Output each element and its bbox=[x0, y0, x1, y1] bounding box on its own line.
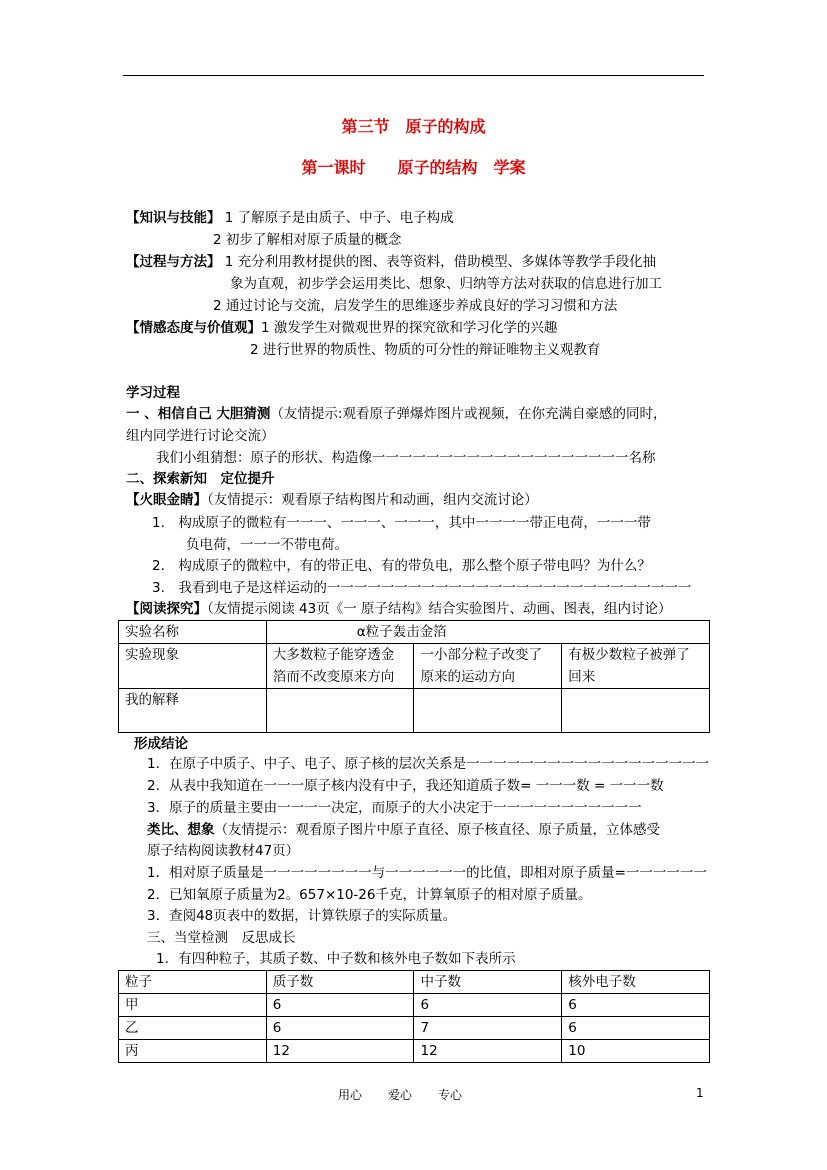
table-cell: 6 bbox=[266, 994, 414, 1017]
read-label: 【阅读探究】 bbox=[126, 601, 207, 617]
process-line-1 bbox=[126, 252, 656, 272]
exp-explanation-cell[interactable] bbox=[266, 689, 414, 733]
table-row bbox=[119, 994, 710, 1017]
table-cell: 12 bbox=[414, 1040, 562, 1063]
exp-phenomenon-1-line-1: 大多数粒子能穿透金 bbox=[272, 647, 395, 663]
conclusion-heading: 形成结论 bbox=[134, 736, 188, 752]
analogy-3: 3．查阅48页表中的数据，计算铁原子的实际质量。 bbox=[147, 908, 457, 924]
analogy-label: 类比、想象 bbox=[147, 822, 215, 838]
particle-table bbox=[118, 970, 710, 1063]
exp-phenomenon-2 bbox=[414, 644, 562, 689]
section-2-label: 二、探索新知 定位提升 bbox=[126, 471, 275, 487]
eye-line bbox=[126, 490, 538, 510]
footer-text-2: 爱心 bbox=[388, 1088, 413, 1102]
exp-name-value: α粒子轰击金箔 bbox=[266, 621, 709, 644]
question-3: 3. 我看到电子是这样运动的一一一一一一一一一一一一一一一一一一一一一一一一一一一 bbox=[152, 580, 692, 596]
process-heading: 学习过程 bbox=[126, 385, 180, 401]
process-item-1: 1 充分利用教材提供的图、表等资料，借助模型、多媒体等教学手段化抽 bbox=[220, 254, 657, 270]
exp-phenomenon-label: 实验现象 bbox=[119, 644, 267, 689]
table-cell: 丙 bbox=[119, 1040, 267, 1063]
exp-phenomenon-3 bbox=[562, 644, 710, 689]
page-subtitle: 第一课时 原子的结构 学案 bbox=[301, 158, 526, 177]
knowledge-line-1 bbox=[126, 208, 454, 228]
table-cell: 10 bbox=[562, 1040, 710, 1063]
exp-phenomenon-2-line-1: 一小部分粒子改变了 bbox=[420, 647, 542, 663]
emotion-label: 【情感态度与价值观】 bbox=[126, 320, 261, 336]
footer-text-3: 专心 bbox=[438, 1088, 463, 1102]
exp-phenomenon-3-line-1: 有极少数粒子被弹了 bbox=[568, 647, 690, 663]
question-2: 2. 构成原子的微粒中，有的带正电、有的带负电，那么整个原子带电吗？为什么？ bbox=[152, 558, 651, 574]
emotion-line-1 bbox=[126, 318, 557, 338]
table-cell: 12 bbox=[266, 1040, 414, 1063]
col-header: 质子数 bbox=[266, 971, 414, 994]
analogy-text-2: 原子结构阅读教材47页） bbox=[147, 843, 300, 859]
table-row bbox=[119, 1017, 710, 1040]
question-1-cont: 负电荷，一一一不带电荷。 bbox=[186, 537, 348, 553]
col-header: 核外电子数 bbox=[562, 971, 710, 994]
exp-explanation-label: 我的解释 bbox=[119, 689, 267, 733]
knowledge-item-2: 2 初步了解相对原子质量的概念 bbox=[213, 232, 402, 248]
conclusion-3: 3．原子的质量主要由一一一一决定，而原子的大小决定于一一一一一一一一一一一 bbox=[147, 800, 642, 816]
table-cell: 7 bbox=[414, 1017, 562, 1040]
eye-label: 【火眼金睛】 bbox=[126, 492, 207, 508]
read-text: （友情提示阅读 43页《一 原子结构》结合实验图片、动画、图表，组内讨论） bbox=[207, 601, 672, 617]
header-rule bbox=[123, 75, 704, 76]
col-header: 粒子 bbox=[119, 971, 267, 994]
table-header-row bbox=[119, 971, 710, 994]
conclusion-1: 1．在原子中质子、中子、电子、原子核的层次关系是一一一一一一一一一一一一一一一一一一 bbox=[147, 756, 710, 772]
analogy-2: 2．已知氧原子质量为2。657×10-26千克，计算氧原子的相对原子质量。 bbox=[147, 887, 592, 903]
page-number: 1 bbox=[696, 1086, 704, 1100]
check-intro: 1．有四种粒子，其质子数、中子数和核外电子数如下表所示 bbox=[156, 951, 516, 967]
table-cell: 6 bbox=[562, 1017, 710, 1040]
exp-name-label: 实验名称 bbox=[119, 621, 267, 644]
analogy-text: （友情提示：观看原子图片中原子直径、原子核直径、原子质量，立体感受 bbox=[214, 822, 660, 838]
section-1-guess: 我们小组猜想：原子的形状、构造像一一一一一一一一一一一一一一一一一一一名称 bbox=[156, 450, 656, 466]
process-label: 【过程与方法】 bbox=[126, 254, 221, 270]
analogy-1: 1．相对原子质量是一一一一一一一一与一一一一一一的比值，即相对原子质量=一一一一一一 bbox=[147, 865, 707, 881]
exp-phenomenon-1-line-2: 箔而不改变原来方向 bbox=[272, 669, 395, 685]
table-row bbox=[119, 689, 710, 733]
footer-text-1: 用心 bbox=[338, 1088, 363, 1102]
experiment-table bbox=[118, 620, 710, 733]
process-item-1-cont: 象为直观，初步学会运用类比、想象、归纳等方法对获取的信息进行加工 bbox=[230, 276, 662, 292]
section-1-line bbox=[126, 404, 666, 424]
table-row bbox=[119, 644, 710, 689]
check-heading: 三、当堂检测 反思成长 bbox=[147, 930, 296, 946]
table-cell: 6 bbox=[414, 994, 562, 1017]
exp-phenomenon-3-line-2: 回来 bbox=[568, 669, 596, 685]
emotion-item-1: 1 激发学生对微观世界的探究欲和学习化学的兴趣 bbox=[261, 320, 558, 336]
process-item-2: 2 通过讨论与交流，启发学生的思维逐步养成良好的学习习惯和方法 bbox=[213, 298, 618, 314]
read-line bbox=[126, 599, 672, 619]
table-cell: 6 bbox=[562, 994, 710, 1017]
question-1: 1. 构成原子的微粒有一一一、一一一、一一一，其中一一一一带正电荷，一一一带 bbox=[152, 515, 651, 531]
knowledge-item-1: 1 了解原子是由质子、中子、电子构成 bbox=[220, 210, 454, 226]
conclusion-2: 2．从表中我知道在一一一原子核内没有中子，我还知道质子数= 一一一数 = 一一一数 bbox=[147, 778, 664, 794]
table-cell: 6 bbox=[266, 1017, 414, 1040]
eye-text: （友情提示：观看原子结构图片和动画，组内交流讨论） bbox=[207, 492, 538, 508]
exp-explanation-cell[interactable] bbox=[562, 689, 710, 733]
knowledge-label: 【知识与技能】 bbox=[126, 210, 221, 226]
page-title: 第三节 原子的构成 bbox=[341, 117, 486, 136]
section-1-text: （友情提示:观看原子弹爆炸图片或视频，在你充满自豪感的同时， bbox=[270, 406, 667, 422]
analogy-line bbox=[147, 820, 660, 840]
exp-explanation-cell[interactable] bbox=[414, 689, 562, 733]
table-cell: 甲 bbox=[119, 994, 267, 1017]
table-row bbox=[119, 621, 710, 644]
section-1-label: 一 、相信自己 大胆猜测 bbox=[126, 406, 271, 422]
exp-phenomenon-2-line-2: 原来的运动方向 bbox=[420, 669, 515, 685]
col-header: 中子数 bbox=[414, 971, 562, 994]
table-cell: 乙 bbox=[119, 1017, 267, 1040]
section-1-text-2: 组内同学进行讨论交流） bbox=[126, 428, 275, 444]
exp-phenomenon-1 bbox=[266, 644, 414, 689]
emotion-item-2: 2 进行世界的物质性、物质的可分性的辩证唯物主义观教育 bbox=[250, 342, 601, 358]
table-row bbox=[119, 1040, 710, 1063]
